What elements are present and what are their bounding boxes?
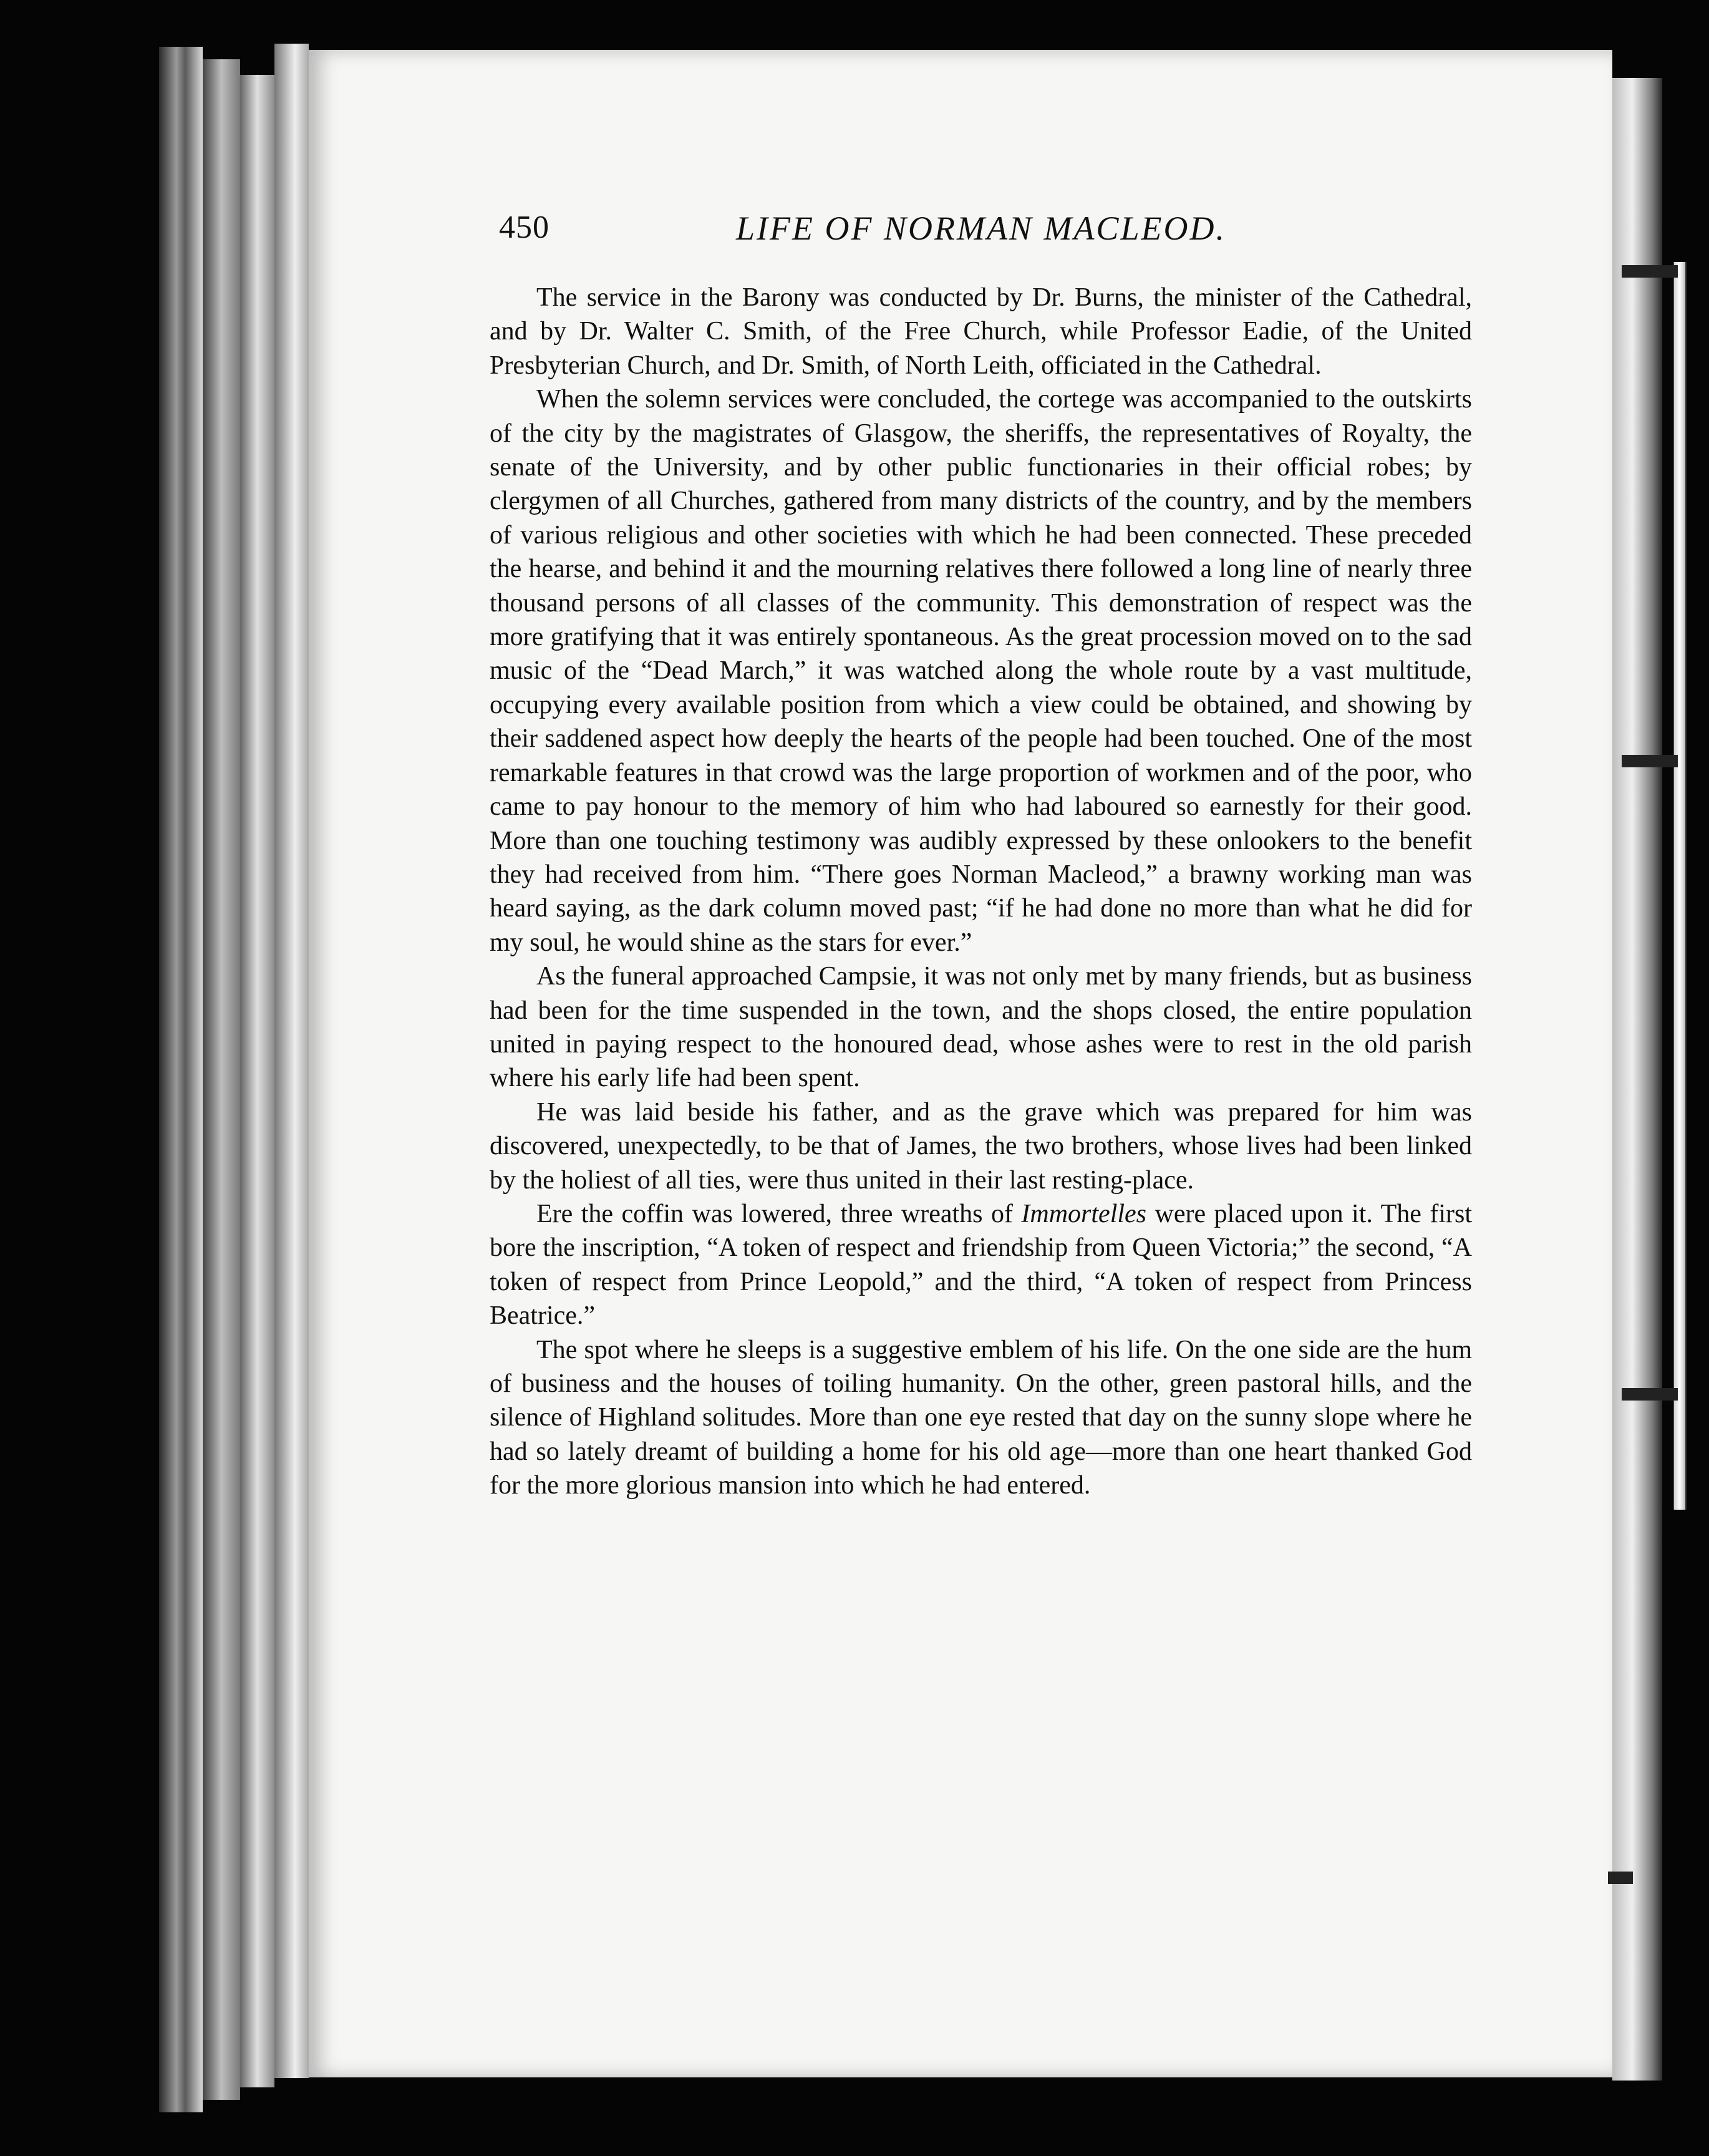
paragraph: When the solemn services were concluded, the cortege was accompanied to the outskirts of the city by the magistrates of Glasgow, the sheriffs, the representatives of Royalty, the senate of the University, and by other public functionaries in their official robes; by clergymen of all Churches, gathered from many districts of the country, and by the members of various religious and other societies with which he had been connected. These preceded the hearse, and behind it and the mourning relatives there followed a long line of nearly three thousand persons of all classes of the community. This demonstration of respect was the more gratifying that it was entirely spontaneous. As the great procession moved on to the sad music of the “Dead March,” it was watched along the whole route by a vast multitude, occupying every available position from which a view could be obtained, and showing by their saddened aspect how deeply the hearts of the people had been touched. One of the most remarkable features in that crowd was the large proportion of workmen and of the poor, who came to pay honour to the memory of him who had laboured so earnestly for their good. More than one touching testimony was audibly expressed by these onlookers to the benefit they had received from him. “There goes Norman Macleod,” a brawny working man was heard saying, as the dark column moved past; “if he had done no more than what he did for my soul, he would shine as the stars for ever.” — [490, 385, 1472, 957]
paragraph: The service in the Barony was conducted by Dr. Burns, the minister of the Cathedral, and by Dr. Walter C. Smith, of the Free Church, while Professor Eadie, of the United Presbyterian Church, and Dr. Smith, of North Leith, officiated in the Cathedral. — [490, 283, 1472, 380]
running-title: LIFE OF NORMAN MACLEOD. — [736, 210, 1226, 247]
page-edge — [159, 47, 203, 2112]
page-edge — [240, 75, 274, 2087]
body-text — [490, 281, 1472, 1503]
binding-tie — [1622, 265, 1678, 278]
binding-tie — [1622, 755, 1678, 767]
page-edge — [203, 59, 240, 2100]
page-header — [499, 209, 1260, 259]
page-edge — [274, 44, 309, 2078]
paragraph: Ere the coffin was lowered, three wreaths of Immortelles were placed upon it. The first bore the inscription, “A token of respect and friendship from Queen Victoria;” the second, “A token of respect from Prince Leopold,” and the third, “A token of respect from Princess Beatrice.” — [490, 1199, 1472, 1331]
paragraph: He was laid beside his father, and as the grave which was prepared for him was discovered, unexpectedly, to be that of James, the two brothers, whose lives had been linked by the holiest of all ties, were thus united in their last resting-place. — [490, 1097, 1472, 1195]
binding-cord — [1673, 262, 1687, 1510]
binding-edge — [1612, 78, 1662, 2081]
paragraph: The spot where he sleeps is a suggestive emblem of his life. On the one side are the hum of business and the houses of toiling humanity. On the other, green pastoral hills, and the silence of Highland solitudes. More than one eye rested that day on the sunny slope where he had so lately dreamt of building a home for his old age—more than one heart thanked God for the more glorious mansion into which he had entered. — [490, 1335, 1472, 1500]
binding-tie — [1608, 1872, 1633, 1884]
paragraph: As the funeral approached Campsie, it was not only met by many friends, but as business had been for the time suspended in the town, and the shops closed, the entire population united in paying respect to the honoured dead, whose ashes were to rest in the old parish where his early life had been spent. — [490, 962, 1472, 1093]
page-number: 450 — [499, 210, 549, 245]
binding-tie — [1622, 1388, 1678, 1401]
